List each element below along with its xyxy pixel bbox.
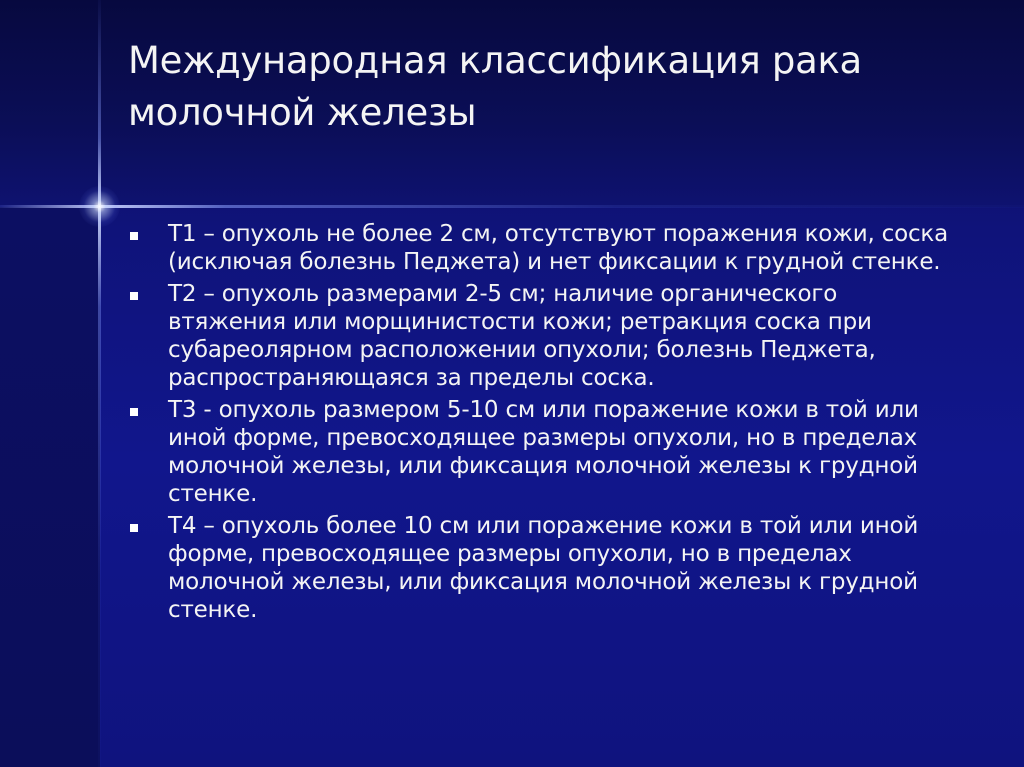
left-band: [0, 207, 100, 767]
bullet-text-t4: Т4 – опухоль более 10 см или поражение кожи в той или иной форме, превосходящее размеры опухоли, но в пределах молочной железы, или фиксация молочной железы к грудной стенке.: [168, 513, 919, 623]
slide-title: [128, 35, 988, 139]
horizontal-glow-line: [0, 205, 1024, 208]
bullet-text-t2: Т2 – опухоль размерами 2-5 см; наличие органического втяжения или морщинистости кожи; ретракция соска при субареолярном расположении опухоли; болезнь Педжета, распространяющаяся за пределы соска.: [168, 281, 876, 391]
bullet-list: [128, 220, 958, 628]
square-bullet-icon: [130, 524, 138, 532]
bullet-item-t3: [128, 396, 958, 508]
slide-title-line-2: молочной железы: [128, 91, 477, 134]
bullet-item-t1: [128, 220, 958, 276]
square-bullet-icon: [130, 292, 138, 300]
star-sparkle-icon: [79, 186, 120, 227]
vertical-glow-line: [98, 0, 101, 767]
square-bullet-icon: [130, 232, 138, 240]
bullet-item-t4: [128, 512, 958, 624]
slide-title-line-1: Международная классификация рака: [128, 39, 862, 82]
square-bullet-icon: [130, 408, 138, 416]
bullet-text-t1: Т1 – опухоль не более 2 см, отсутствуют поражения кожи, соска (исключая болезнь Педжета) и нет фиксации к грудной стенке.: [168, 221, 949, 275]
bullet-text-t3: Т3 - опухоль размером 5-10 см или поражение кожи в той или иной форме, превосходящее размеры опухоли, но в пределах молочной железы, или фиксация молочной железы к грудной стенке.: [168, 397, 919, 507]
bullet-item-t2: [128, 280, 958, 392]
